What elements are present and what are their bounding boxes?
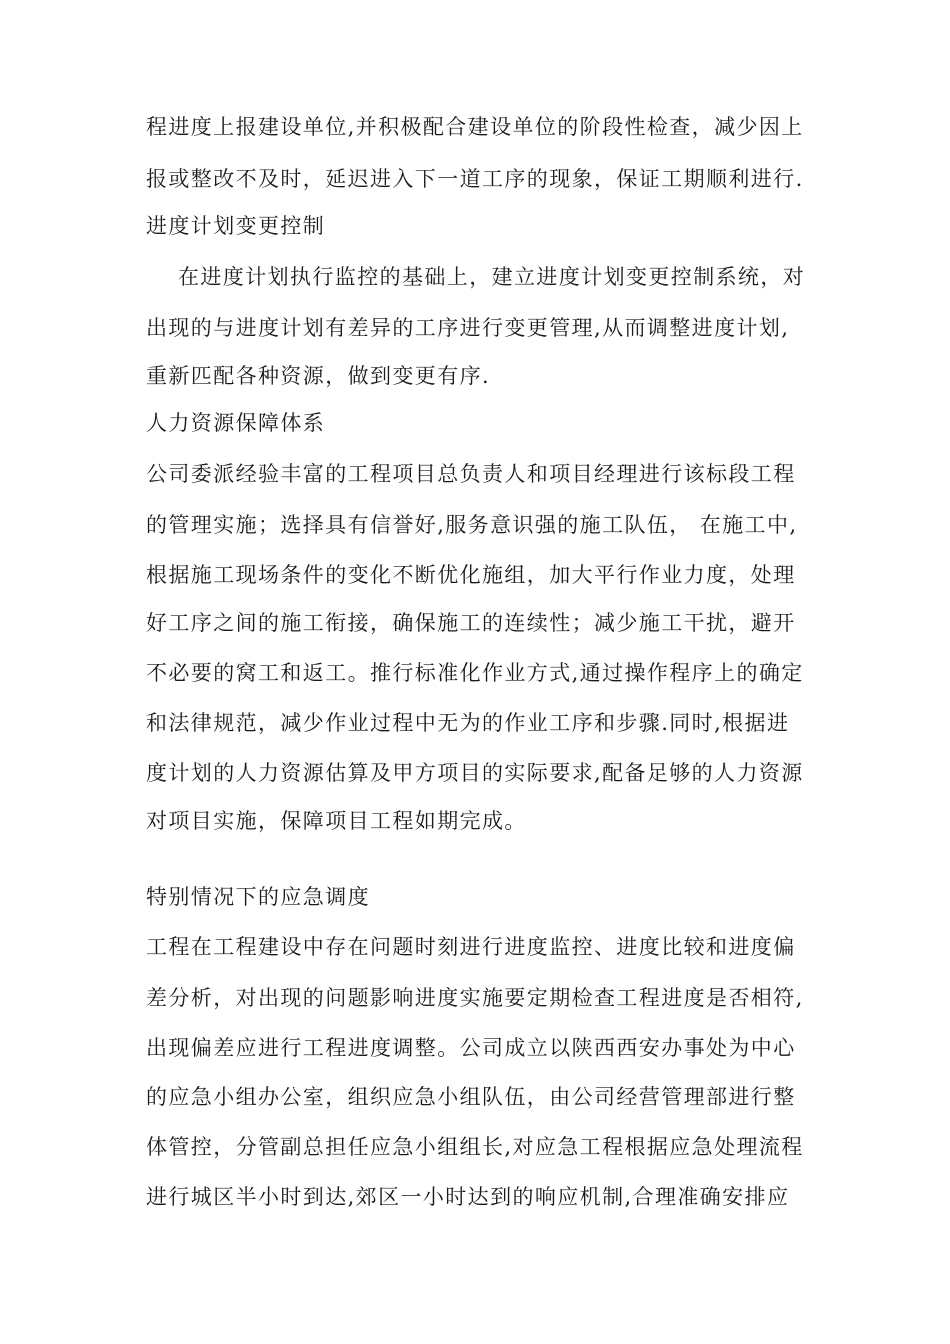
paragraph-line: 公司委派经验丰富的工程项目总负责人和项目经理进行该标段工程 [146, 462, 796, 486]
section-heading: 特别情况下的应急调度 [146, 885, 370, 909]
paragraph-line: 不必要的窝工和返工。推行标准化作业方式,通过操作程序上的确定 [146, 661, 804, 685]
paragraph-line: 和法律规范，减少作业过程中无为的作业工序和步骤.同时,根据进 [146, 711, 790, 735]
paragraph-line: 程进度上报建设单位,并积极配合建设单位的阶段性检查，减少因上 [146, 115, 804, 139]
paragraph-line: 的管理实施；选择具有信誉好,服务意识强的施工队伍， 在施工中, [146, 513, 798, 537]
paragraph-line: 的应急小组办公室，组织应急小组队伍，由公司经营管理部进行整 [146, 1085, 796, 1109]
paragraph-line: 好工序之间的施工衔接，确保施工的连续性；减少施工干扰，避开 [146, 611, 796, 635]
paragraph-line: 差分析，对出现的问题影响进度实施要定期检查工程进度是否相符, [146, 986, 804, 1010]
paragraph-line: 重新匹配各种资源，做到变更有序. [146, 364, 491, 388]
paragraph-line: 对项目实施，保障项目工程如期完成。 [146, 809, 527, 833]
paragraph-line: 体管控，分管副总担任应急小组组长,对应急工程根据应急处理流程 [146, 1135, 804, 1159]
section-heading: 进度计划变更控制 [146, 214, 326, 238]
paragraph-line: 工程在工程建设中存在问题时刻进行进度监控、进度比较和进度偏 [146, 935, 796, 959]
section-heading: 人力资源保障体系 [146, 411, 326, 435]
paragraph-line: 进行城区半小时到达,郊区一小时达到的响应机制,合理准确安排应 [146, 1185, 790, 1209]
paragraph-line: 在进度计划执行监控的基础上，建立进度计划变更控制系统，对 [178, 265, 806, 289]
paragraph-line: 出现偏差应进行工程进度调整。公司成立以陕西西安办事处为中心 [146, 1036, 796, 1060]
paragraph-line: 根据施工现场条件的变化不断优化施组，加大平行作业力度，处理 [146, 563, 796, 587]
paragraph-line: 出现的与进度计划有差异的工序进行变更管理,从而调整进度计划, [146, 316, 790, 340]
paragraph-line: 报或整改不及时，延迟进入下一道工序的现象，保证工期顺利进行. [146, 167, 804, 191]
paragraph-line: 度计划的人力资源估算及甲方项目的实际要求,配备足够的人力资源 [146, 761, 804, 785]
